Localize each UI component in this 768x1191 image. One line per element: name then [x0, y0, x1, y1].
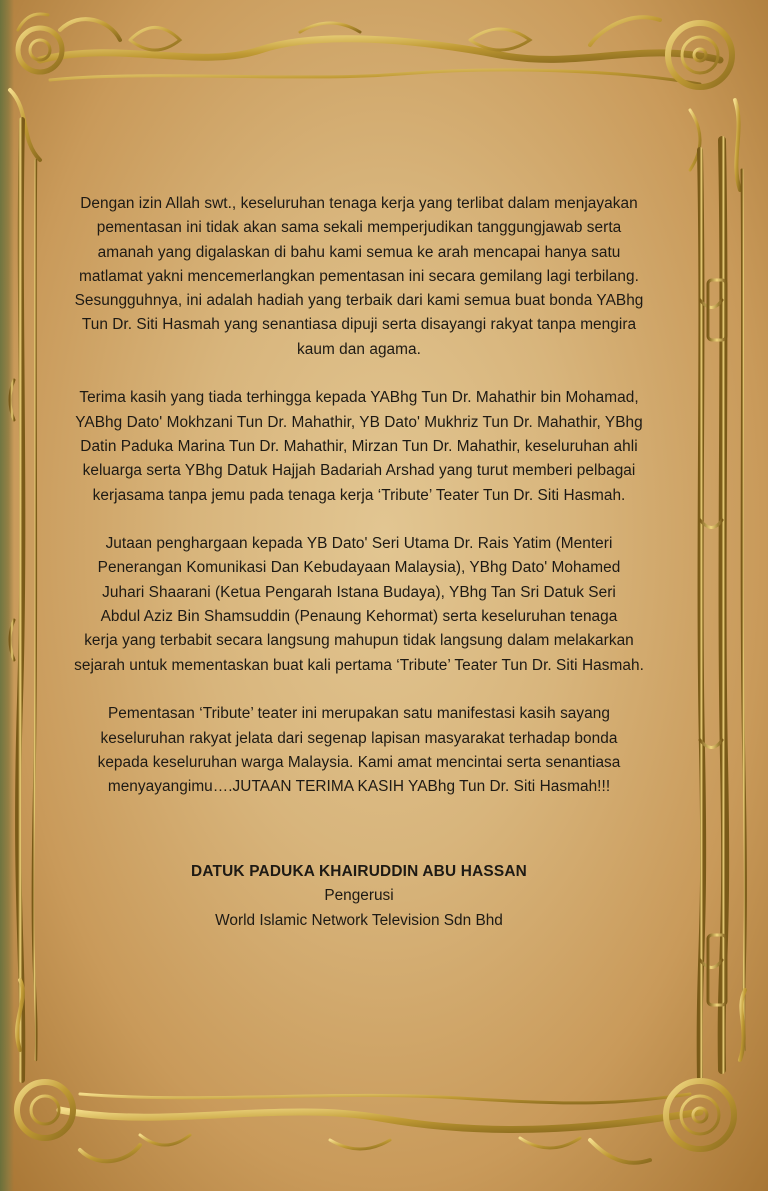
- signatory-organization: World Islamic Network Television Sdn Bhd: [215, 911, 503, 929]
- frame-left: [10, 120, 36, 1080]
- corner-top-left: [10, 14, 120, 160]
- paragraph-thanks-family: Terima kasih yang tiada terhingga kepada YABhg Tun Dr. Mahathir bin Mohamad, YABhg Dato' Mokhzani Tun Dr. Mahathir, YB Dato' Mukhriz Tun Dr. Mahathir, YBhg Datin Paduka Marina Tun Dr. Mahathir, Mirzan Tun Dr. Mahathir, keseluruhan ahli keluarga serta YBhg Datuk Hajjah Badariah Arshad yang turut memberi pelbagai kerjasama tanpa jemu pada tenaga kerja ‘Tribute’ Teater Tun Dr. Siti Hasmah.: [75, 389, 643, 504]
- frame-right: [700, 140, 746, 1080]
- corner-top-right: [590, 17, 740, 190]
- frame-bottom: [60, 1094, 700, 1149]
- paragraph-closing: Pementasan ‘Tribute’ teater ini merupakan satu manifestasi kasih sayang keseluruhan rakyat jelata dari segenap lapisan masyarakat terhadap bonda kepada keseluruhan warga Malaysia. Kami amat mencintai serta senantiasa menyayangimu….JUTAAN TERIMA KASIH YABhg Tun Dr. Siti Hasmah!!!: [97, 705, 621, 796]
- signatory-title: Pengerusi: [324, 887, 394, 905]
- frame-top: [40, 23, 720, 84]
- paragraph-intro: Dengan izin Allah swt., keseluruhan tenaga kerja yang terlibat dalam menjayakan pementasan ini tidak akan sama sekali memperjudikan tanggungjawab serta amanah yang digalaskan di bahu kami semua ke arah mencapai hanya satu matlamat yakni mencemerlangkan pementasan ini secara gemilang lagi terbilang. Sesungguhnya, ini adalah hadiah yang terbaik dari kami semua buat bonda YABhg Tun Dr. Siti Hasmah yang senantiasa dipuji serta disayangi rakyat tanpa mengira kaum dan agama.: [74, 195, 644, 358]
- signature-block: [36, 860, 682, 933]
- paragraph-appreciation: Jutaan penghargaan kepada YB Dato' Seri Utama Dr. Rais Yatim (Menteri Penerangan Komunikasi Dan Kebudayaan Malaysia), YBhg Dato' Mohamed Juhari Shaarani (Ketua Pengarah Istana Budaya), YBhg Tan Sri Datuk Seri Abdul Aziz Bin Shamsuddin (Penaung Kehormat) serta keseluruhan tenaga kerja yang terbabit secara langsung mahupun tidak langsung dalam melakarkan sejarah untuk mementaskan buat kali pertama ‘Tribute’ Teater Tun Dr. Siti Hasmah.: [74, 535, 644, 674]
- body-text: [36, 192, 682, 824]
- signatory-name: DATUK PADUKA KHAIRUDDIN ABU HASSAN: [191, 863, 527, 880]
